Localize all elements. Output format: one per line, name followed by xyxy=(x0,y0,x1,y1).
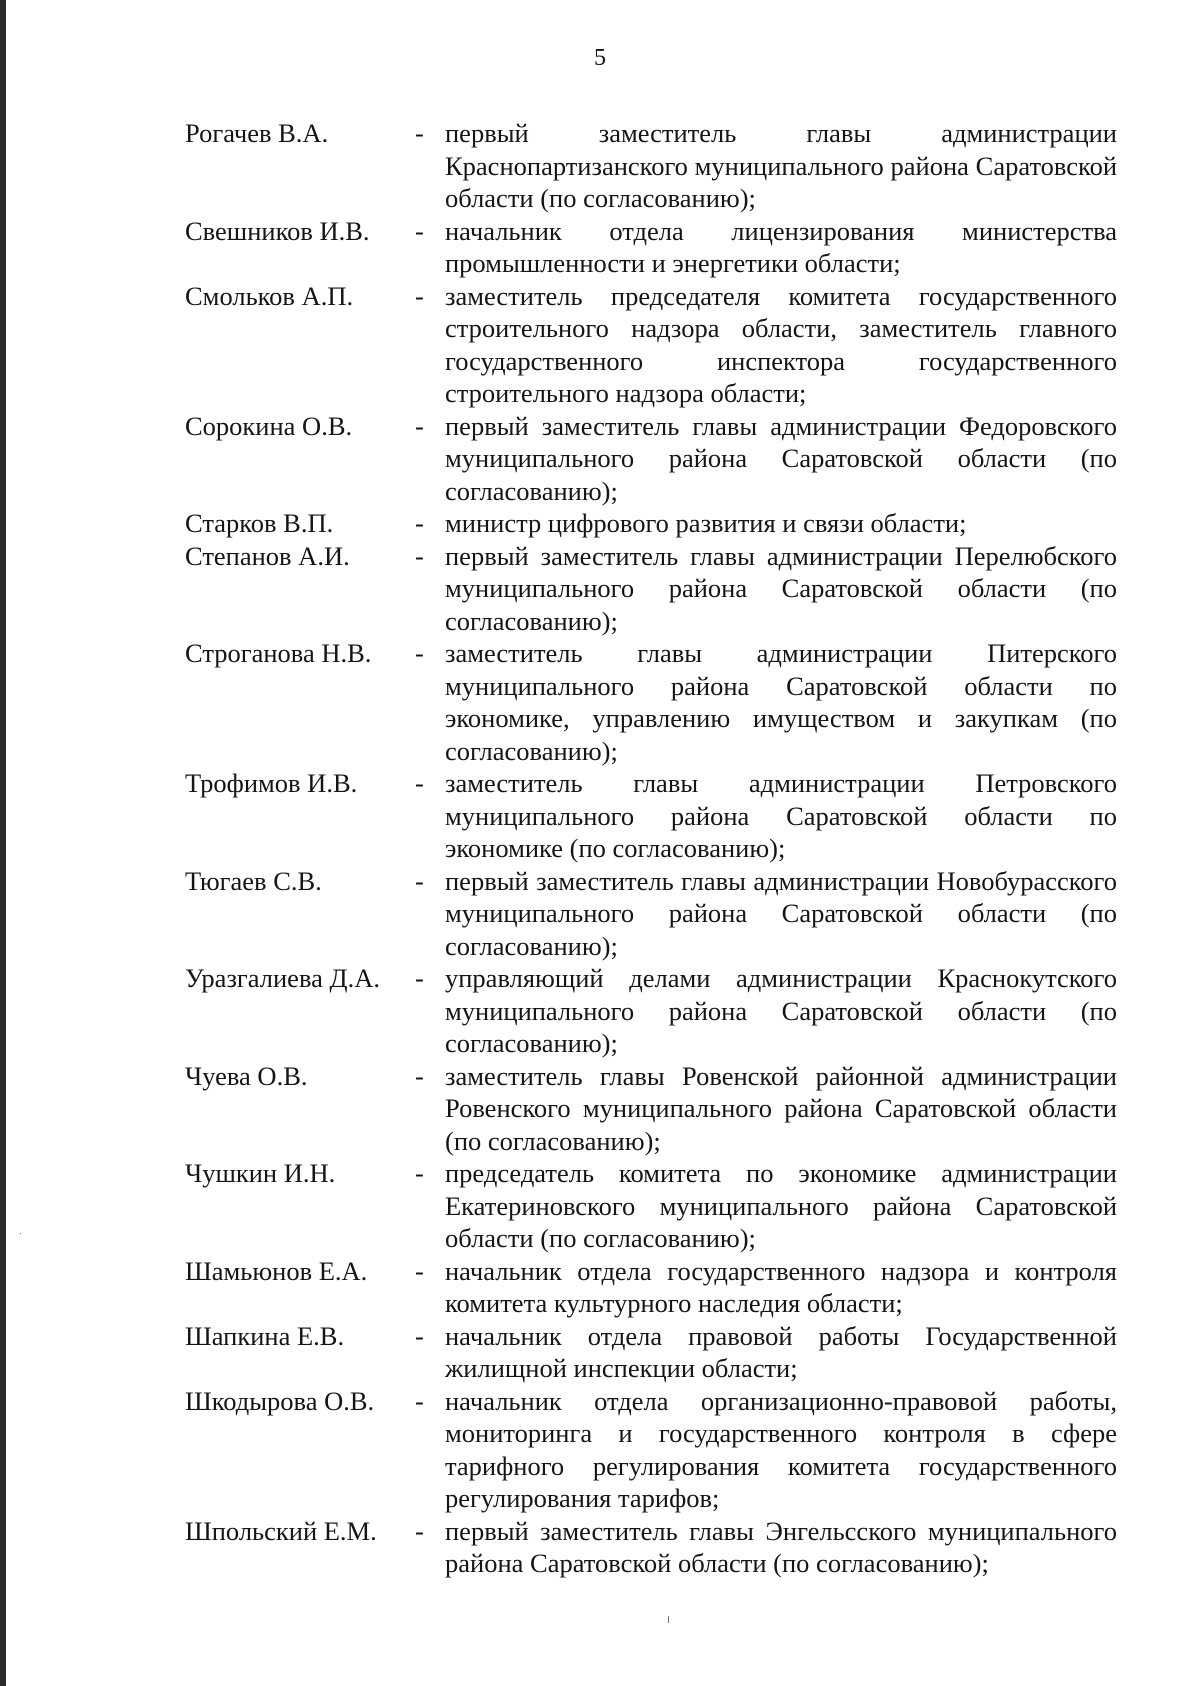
list-item xyxy=(185,540,1117,638)
list-item xyxy=(185,1320,1117,1385)
member-position: заместитель главы администрации Питерского муниципального района Саратовской области по экономике, управлению имуществом и закупкам (по согласованию); xyxy=(445,638,1117,766)
list-item xyxy=(185,117,1117,215)
member-name: Смольков А.П. xyxy=(185,280,354,311)
list-item xyxy=(185,1255,1117,1320)
list-item xyxy=(185,865,1117,963)
member-position: заместитель председателя комитета государственного строительного надзора области, заместитель главного государственного инспектора государственного строительного надзора области; xyxy=(445,280,1117,408)
member-name: Старков В.П. xyxy=(185,508,334,538)
member-name: Чуева О.В. xyxy=(185,1060,308,1091)
member-name: Шапкина Е.В. xyxy=(185,1320,345,1351)
separator-dash: - xyxy=(415,215,424,246)
member-position: председатель комитета по экономике администрации Екатериновского муниципального района Саратовской области (по согласованию); xyxy=(445,1158,1117,1253)
member-position: заместитель главы Ровенской районной администрации Ровенского муниципального района Саратовской области (по согласованию); xyxy=(445,1060,1117,1156)
member-list xyxy=(185,117,1117,1580)
separator-dash: - xyxy=(415,540,424,571)
separator-dash: - xyxy=(415,768,424,798)
list-item xyxy=(185,507,1117,540)
list-item xyxy=(185,1515,1117,1580)
member-name: Трофимов И.В. xyxy=(185,768,358,798)
list-item xyxy=(185,637,1117,767)
scan-speck xyxy=(668,1616,669,1623)
separator-dash: - xyxy=(415,410,424,441)
page-number: 5 xyxy=(594,45,606,71)
member-name: Уразгалиева Д.А. xyxy=(185,963,380,993)
separator-dash: - xyxy=(415,1060,424,1091)
member-name: Сорокина О.В. xyxy=(185,410,353,441)
member-position: начальник отдела правовой работы Государственной жилищной инспекции области; xyxy=(445,1320,1117,1383)
member-position: начальник отдела организационно-правовой работы, мониторинга и государственного контроля в сфере тарифного регулирования комитета государственного регулирования тарифов; xyxy=(445,1385,1117,1513)
separator-dash: - xyxy=(415,1158,424,1188)
member-position: первый заместитель главы Энгельсского муниципального района Саратовской области (по согласованию); xyxy=(445,1515,1117,1578)
list-item xyxy=(185,410,1117,508)
member-position: министр цифрового развития и связи области; xyxy=(445,508,967,538)
member-position: начальник отдела лицензирования министерства промышленности и энергетики области; xyxy=(445,215,1117,278)
member-position: первый заместитель главы администрации Новобурасского муниципального района Саратовской области (по согласованию); xyxy=(445,865,1117,961)
member-name: Чушкин И.Н. xyxy=(185,1158,336,1188)
list-item xyxy=(185,1385,1117,1515)
separator-dash: - xyxy=(415,280,424,311)
member-position: управляющий делами администрации Краснокутского муниципального района Саратовской области (по согласованию); xyxy=(445,963,1117,1058)
member-name: Строганова Н.В. xyxy=(185,638,372,668)
separator-dash: - xyxy=(415,963,424,993)
separator-dash: - xyxy=(415,508,424,538)
member-position: начальник отдела государственного надзора и контроля комитета культурного наследия области; xyxy=(445,1255,1117,1318)
scan-speck xyxy=(20,1233,21,1234)
separator-dash: - xyxy=(415,1515,424,1546)
list-item xyxy=(185,767,1117,865)
member-name: Тюгаев С.В. xyxy=(185,865,322,896)
member-position: заместитель главы администрации Петровского муниципального района Саратовской области по экономике (по согласованию); xyxy=(445,768,1117,863)
separator-dash: - xyxy=(415,865,424,896)
member-name: Шпольский Е.М. xyxy=(185,1515,377,1546)
member-name: Рогачев В.А. xyxy=(185,118,329,148)
member-position: первый заместитель главы администрации Федоровского муниципального района Саратовской области (по согласованию); xyxy=(445,410,1117,506)
list-item xyxy=(185,215,1117,280)
separator-dash: - xyxy=(415,1255,424,1286)
list-item xyxy=(185,1157,1117,1255)
list-item xyxy=(185,1060,1117,1158)
member-name: Шамьюнов Е.А. xyxy=(185,1255,368,1286)
separator-dash: - xyxy=(415,118,424,148)
member-name: Шкодырова О.В. xyxy=(185,1385,375,1416)
member-position: первый заместитель главы администрации Краснопартизанского муниципального района Саратовской области (по согласованию); xyxy=(445,118,1117,213)
separator-dash: - xyxy=(415,638,424,668)
member-name: Свешников И.В. xyxy=(185,215,370,246)
scan-left-edge xyxy=(0,0,6,1686)
member-name: Степанов А.И. xyxy=(185,540,350,571)
list-item xyxy=(185,962,1117,1060)
separator-dash: - xyxy=(415,1385,424,1416)
member-position: первый заместитель главы администрации Перелюбского муниципального района Саратовской области (по согласованию); xyxy=(445,540,1117,636)
separator-dash: - xyxy=(415,1320,424,1351)
list-item xyxy=(185,280,1117,410)
